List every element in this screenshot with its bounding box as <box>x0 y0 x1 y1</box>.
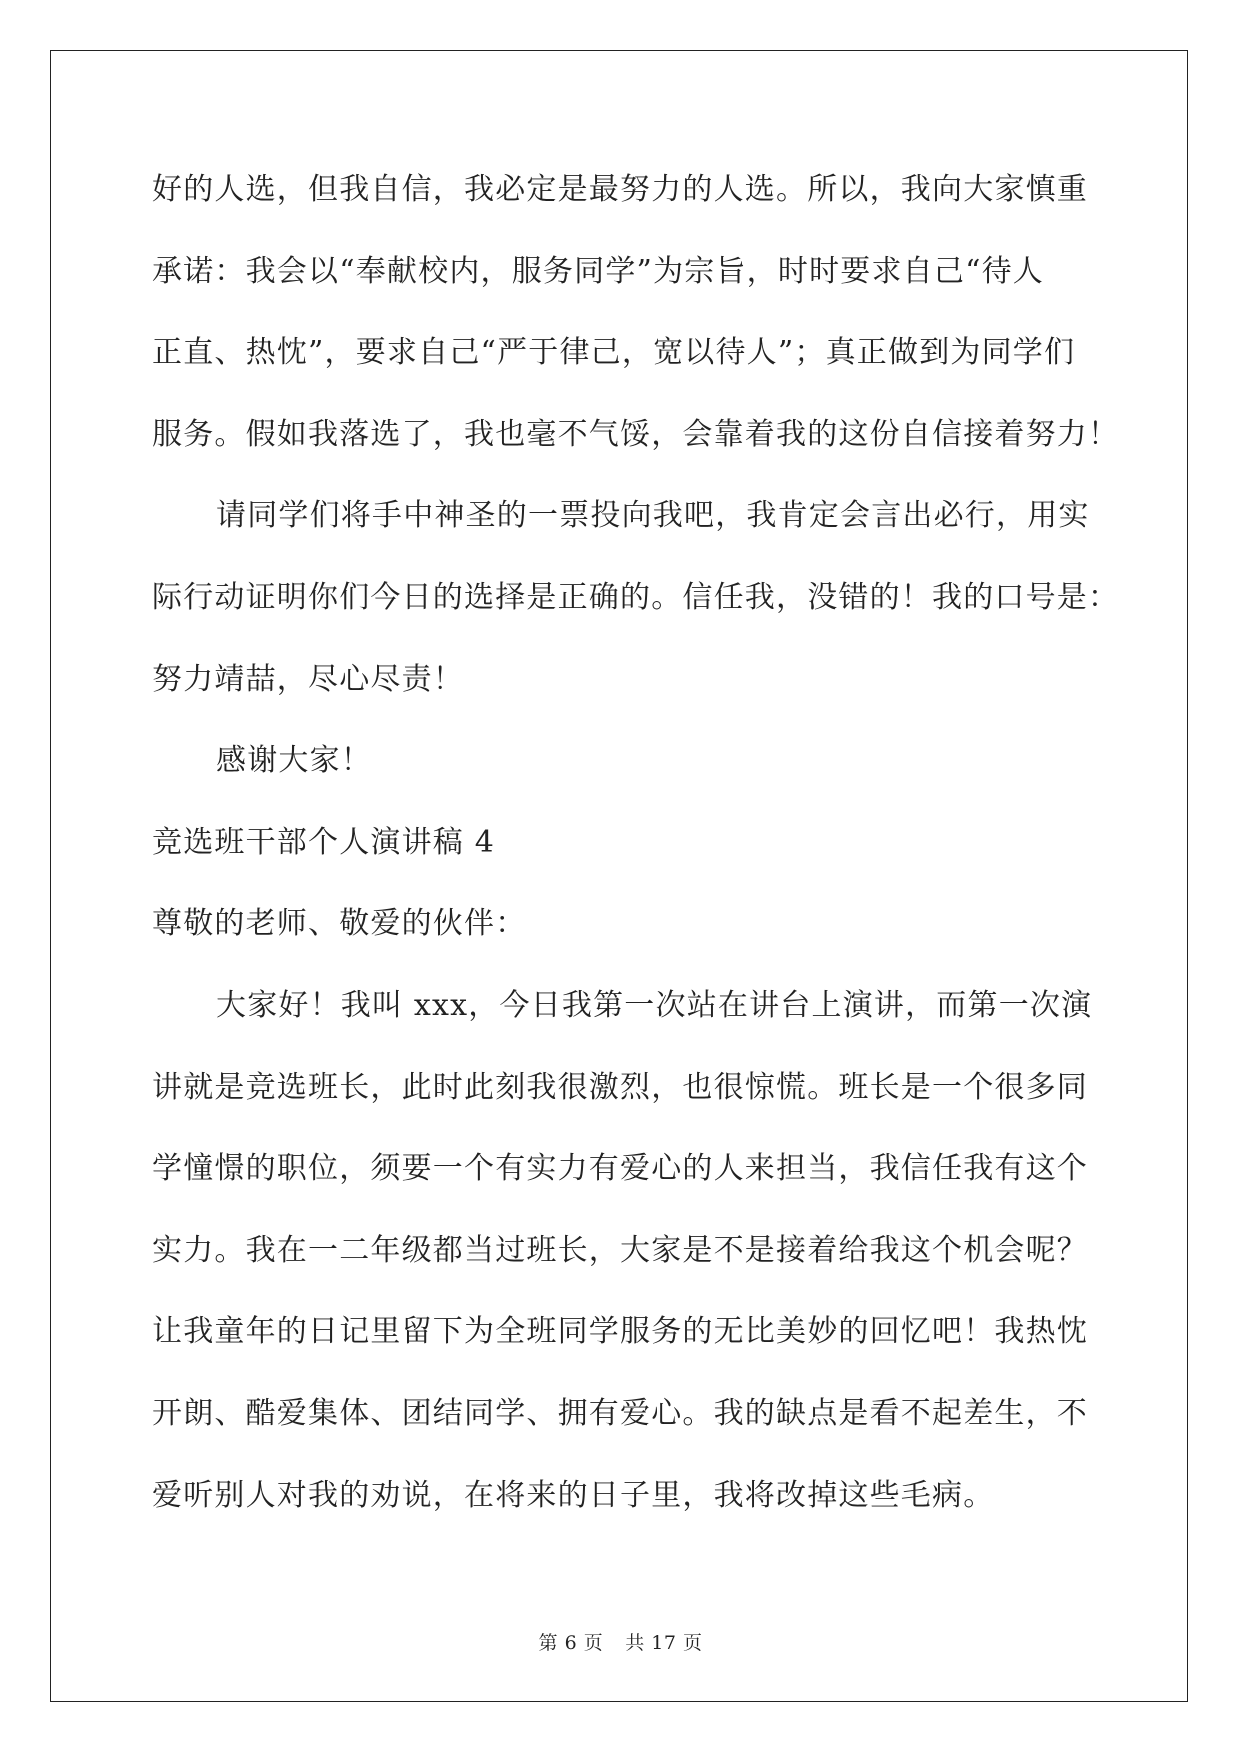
text-line: 好的人选，但我自信，我必定是最努力的人选。所以，我向大家慎重 <box>152 172 1088 207</box>
text-line: 服务。假如我落选了，我也毫不气馁，会靠着我的这份自信接着努力！ <box>152 416 1120 452</box>
salutation: 尊敬的老师、敬爱的伙伴： <box>152 906 527 942</box>
text-line: 爱听别人对我的劝说，在将来的日子里，我将改掉这些毛病。 <box>152 1477 995 1513</box>
text-line: 感谢大家！ <box>216 743 372 779</box>
page-footer <box>0 1628 1241 1655</box>
text-line: 大家好！我叫 xxx，今日我第一次站在讲台上演讲，而第一次演 <box>216 987 1093 1023</box>
section-title: 竞选班干部个人演讲稿 4 <box>152 824 496 860</box>
page-total: 共 17 页 <box>625 1632 703 1654</box>
text-line: 正直、热忱”，要求自己“严于律己，宽以待人”；真正做到为同学们 <box>152 335 1076 371</box>
text-line: 开朗、酷爱集体、团结同学、拥有爱心。我的缺点是看不起差生，不 <box>152 1395 1088 1431</box>
text-line: 承诺：我会以“奉献校内，服务同学”为宗旨，时时要求自己“待人 <box>152 253 1045 289</box>
text-line: 实力。我在一二年级都当过班长，大家是不是接着给我这个机会呢？ <box>152 1232 1088 1268</box>
text-line: 努力靖喆，尽心尽责！ <box>152 661 464 697</box>
document-body <box>152 158 1120 1545</box>
text-line: 际行动证明你们今日的选择是正确的。信任我，没错的！我的口号是： <box>152 579 1120 615</box>
page-number: 第 6 页 <box>538 1632 604 1654</box>
text-line: 请同学们将手中神圣的一票投向我吧，我肯定会言出必行，用实 <box>216 498 1090 534</box>
text-line: 讲就是竞选班长，此时此刻我很激烈，也很惊慌。班长是一个很多同 <box>152 1069 1088 1105</box>
text-line: 学憧憬的职位，须要一个有实力有爱心的人来担当，我信任我有这个 <box>152 1151 1088 1187</box>
text-line: 让我童年的日记里留下为全班同学服务的无比美妙的回忆吧！我热忱 <box>152 1314 1088 1350</box>
